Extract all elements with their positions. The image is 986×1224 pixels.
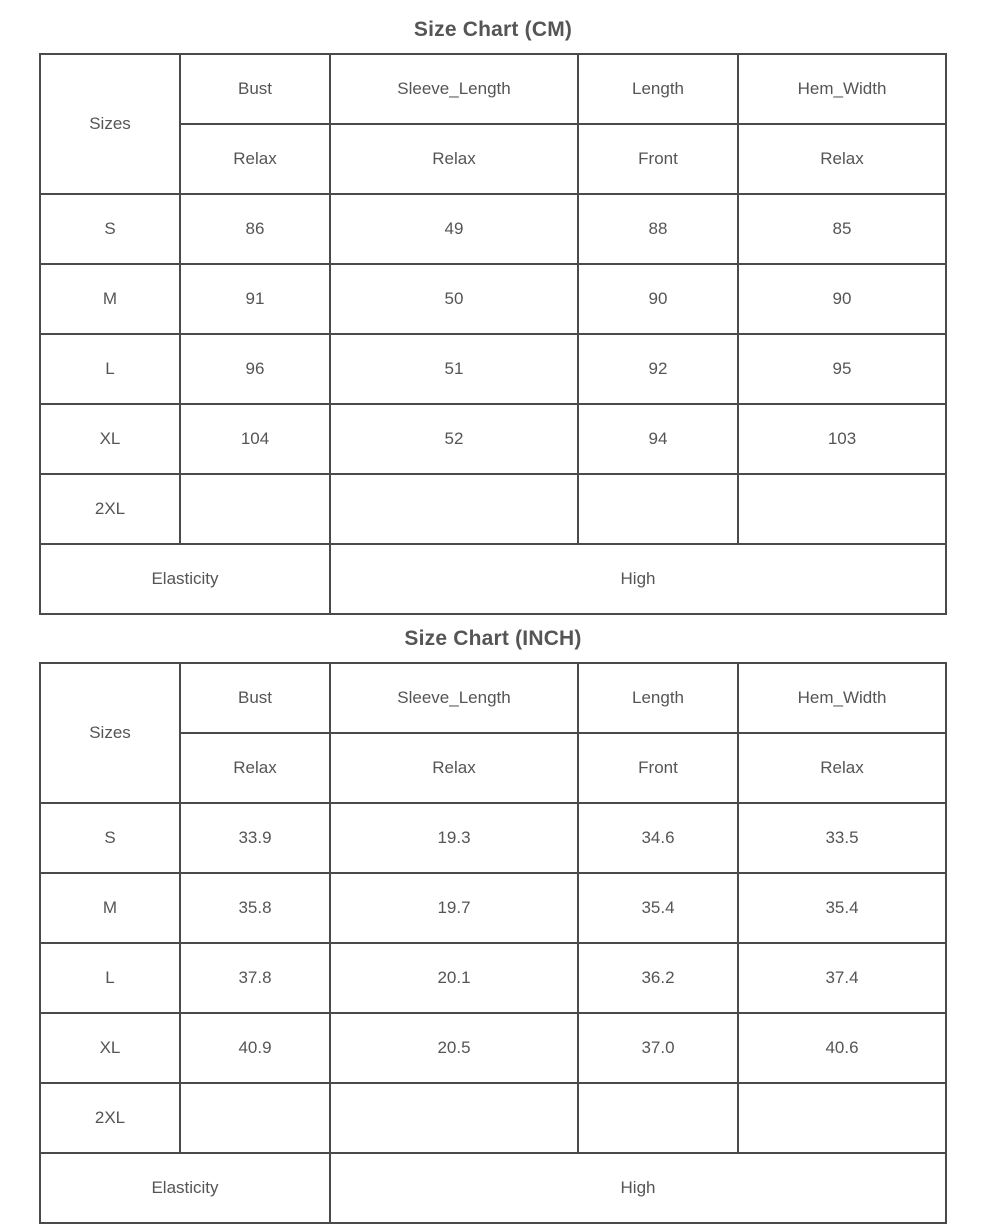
cell-hem-width: 33.5 (738, 803, 946, 873)
row-size-label: 2XL (40, 474, 180, 544)
cell-length (578, 1083, 738, 1153)
cell-length: 34.6 (578, 803, 738, 873)
header-bust: Bust (180, 54, 330, 124)
cell-length (578, 474, 738, 544)
subheader-sleeve-length: Relax (330, 733, 578, 803)
cell-hem-width: 37.4 (738, 943, 946, 1013)
cell-hem-width: 95 (738, 334, 946, 404)
cell-length: 90 (578, 264, 738, 334)
table-row (40, 404, 946, 474)
subheader-bust: Relax (180, 733, 330, 803)
row-size-label: S (40, 803, 180, 873)
cell-length: 94 (578, 404, 738, 474)
cell-hem-width: 90 (738, 264, 946, 334)
table-row (40, 873, 946, 943)
cell-bust: 86 (180, 194, 330, 264)
cell-length: 36.2 (578, 943, 738, 1013)
row-size-label: XL (40, 404, 180, 474)
header-sizes: Sizes (40, 54, 180, 194)
size-chart-inch (0, 615, 986, 1224)
header-sleeve-length: Sleeve_Length (330, 54, 578, 124)
cell-bust (180, 474, 330, 544)
table-row (40, 943, 946, 1013)
cell-hem-width (738, 474, 946, 544)
cell-sleeve-length: 20.1 (330, 943, 578, 1013)
cell-bust: 35.8 (180, 873, 330, 943)
cell-bust: 37.8 (180, 943, 330, 1013)
table-footer-row (40, 1153, 946, 1223)
header-hem-width: Hem_Width (738, 54, 946, 124)
cell-hem-width: 35.4 (738, 873, 946, 943)
header-hem-width: Hem_Width (738, 663, 946, 733)
cell-sleeve-length: 19.3 (330, 803, 578, 873)
row-size-label: M (40, 873, 180, 943)
subheader-hem-width: Relax (738, 124, 946, 194)
subheader-sleeve-length: Relax (330, 124, 578, 194)
table-header-row (40, 663, 946, 733)
cell-bust: 91 (180, 264, 330, 334)
cell-bust: 33.9 (180, 803, 330, 873)
cell-length: 92 (578, 334, 738, 404)
cell-length: 88 (578, 194, 738, 264)
size-table-inch (39, 662, 947, 1224)
header-length: Length (578, 663, 738, 733)
table-row (40, 1013, 946, 1083)
elasticity-value: High (330, 544, 946, 614)
cell-bust: 104 (180, 404, 330, 474)
cell-sleeve-length: 49 (330, 194, 578, 264)
cell-length: 37.0 (578, 1013, 738, 1083)
header-bust: Bust (180, 663, 330, 733)
chart-title-inch: Size Chart (INCH) (404, 627, 582, 650)
cell-bust: 40.9 (180, 1013, 330, 1083)
row-size-label: M (40, 264, 180, 334)
cell-sleeve-length (330, 1083, 578, 1153)
cell-hem-width: 40.6 (738, 1013, 946, 1083)
row-size-label: 2XL (40, 1083, 180, 1153)
cell-hem-width: 85 (738, 194, 946, 264)
table-row (40, 334, 946, 404)
cell-sleeve-length (330, 474, 578, 544)
subheader-length: Front (578, 733, 738, 803)
subheader-length: Front (578, 124, 738, 194)
cell-bust (180, 1083, 330, 1153)
chart-title-cm: Size Chart (CM) (413, 18, 573, 41)
table-row (40, 194, 946, 264)
cell-hem-width: 103 (738, 404, 946, 474)
cell-sleeve-length: 19.7 (330, 873, 578, 943)
elasticity-label: Elasticity (40, 1153, 330, 1223)
size-table-cm (39, 53, 947, 615)
cell-sleeve-length: 20.5 (330, 1013, 578, 1083)
cell-hem-width (738, 1083, 946, 1153)
subheader-hem-width: Relax (738, 733, 946, 803)
row-size-label: L (40, 334, 180, 404)
table-row (40, 264, 946, 334)
table-row (40, 474, 946, 544)
table-footer-row (40, 544, 946, 614)
cell-bust: 96 (180, 334, 330, 404)
table-row (40, 803, 946, 873)
table-row (40, 1083, 946, 1153)
row-size-label: S (40, 194, 180, 264)
cell-sleeve-length: 50 (330, 264, 578, 334)
cell-length: 35.4 (578, 873, 738, 943)
subheader-bust: Relax (180, 124, 330, 194)
cell-sleeve-length: 51 (330, 334, 578, 404)
elasticity-label: Elasticity (40, 544, 330, 614)
header-sizes: Sizes (40, 663, 180, 803)
header-length: Length (578, 54, 738, 124)
row-size-label: XL (40, 1013, 180, 1083)
elasticity-value: High (330, 1153, 946, 1223)
row-size-label: L (40, 943, 180, 1013)
header-sleeve-length: Sleeve_Length (330, 663, 578, 733)
table-header-row (40, 54, 946, 124)
cell-sleeve-length: 52 (330, 404, 578, 474)
